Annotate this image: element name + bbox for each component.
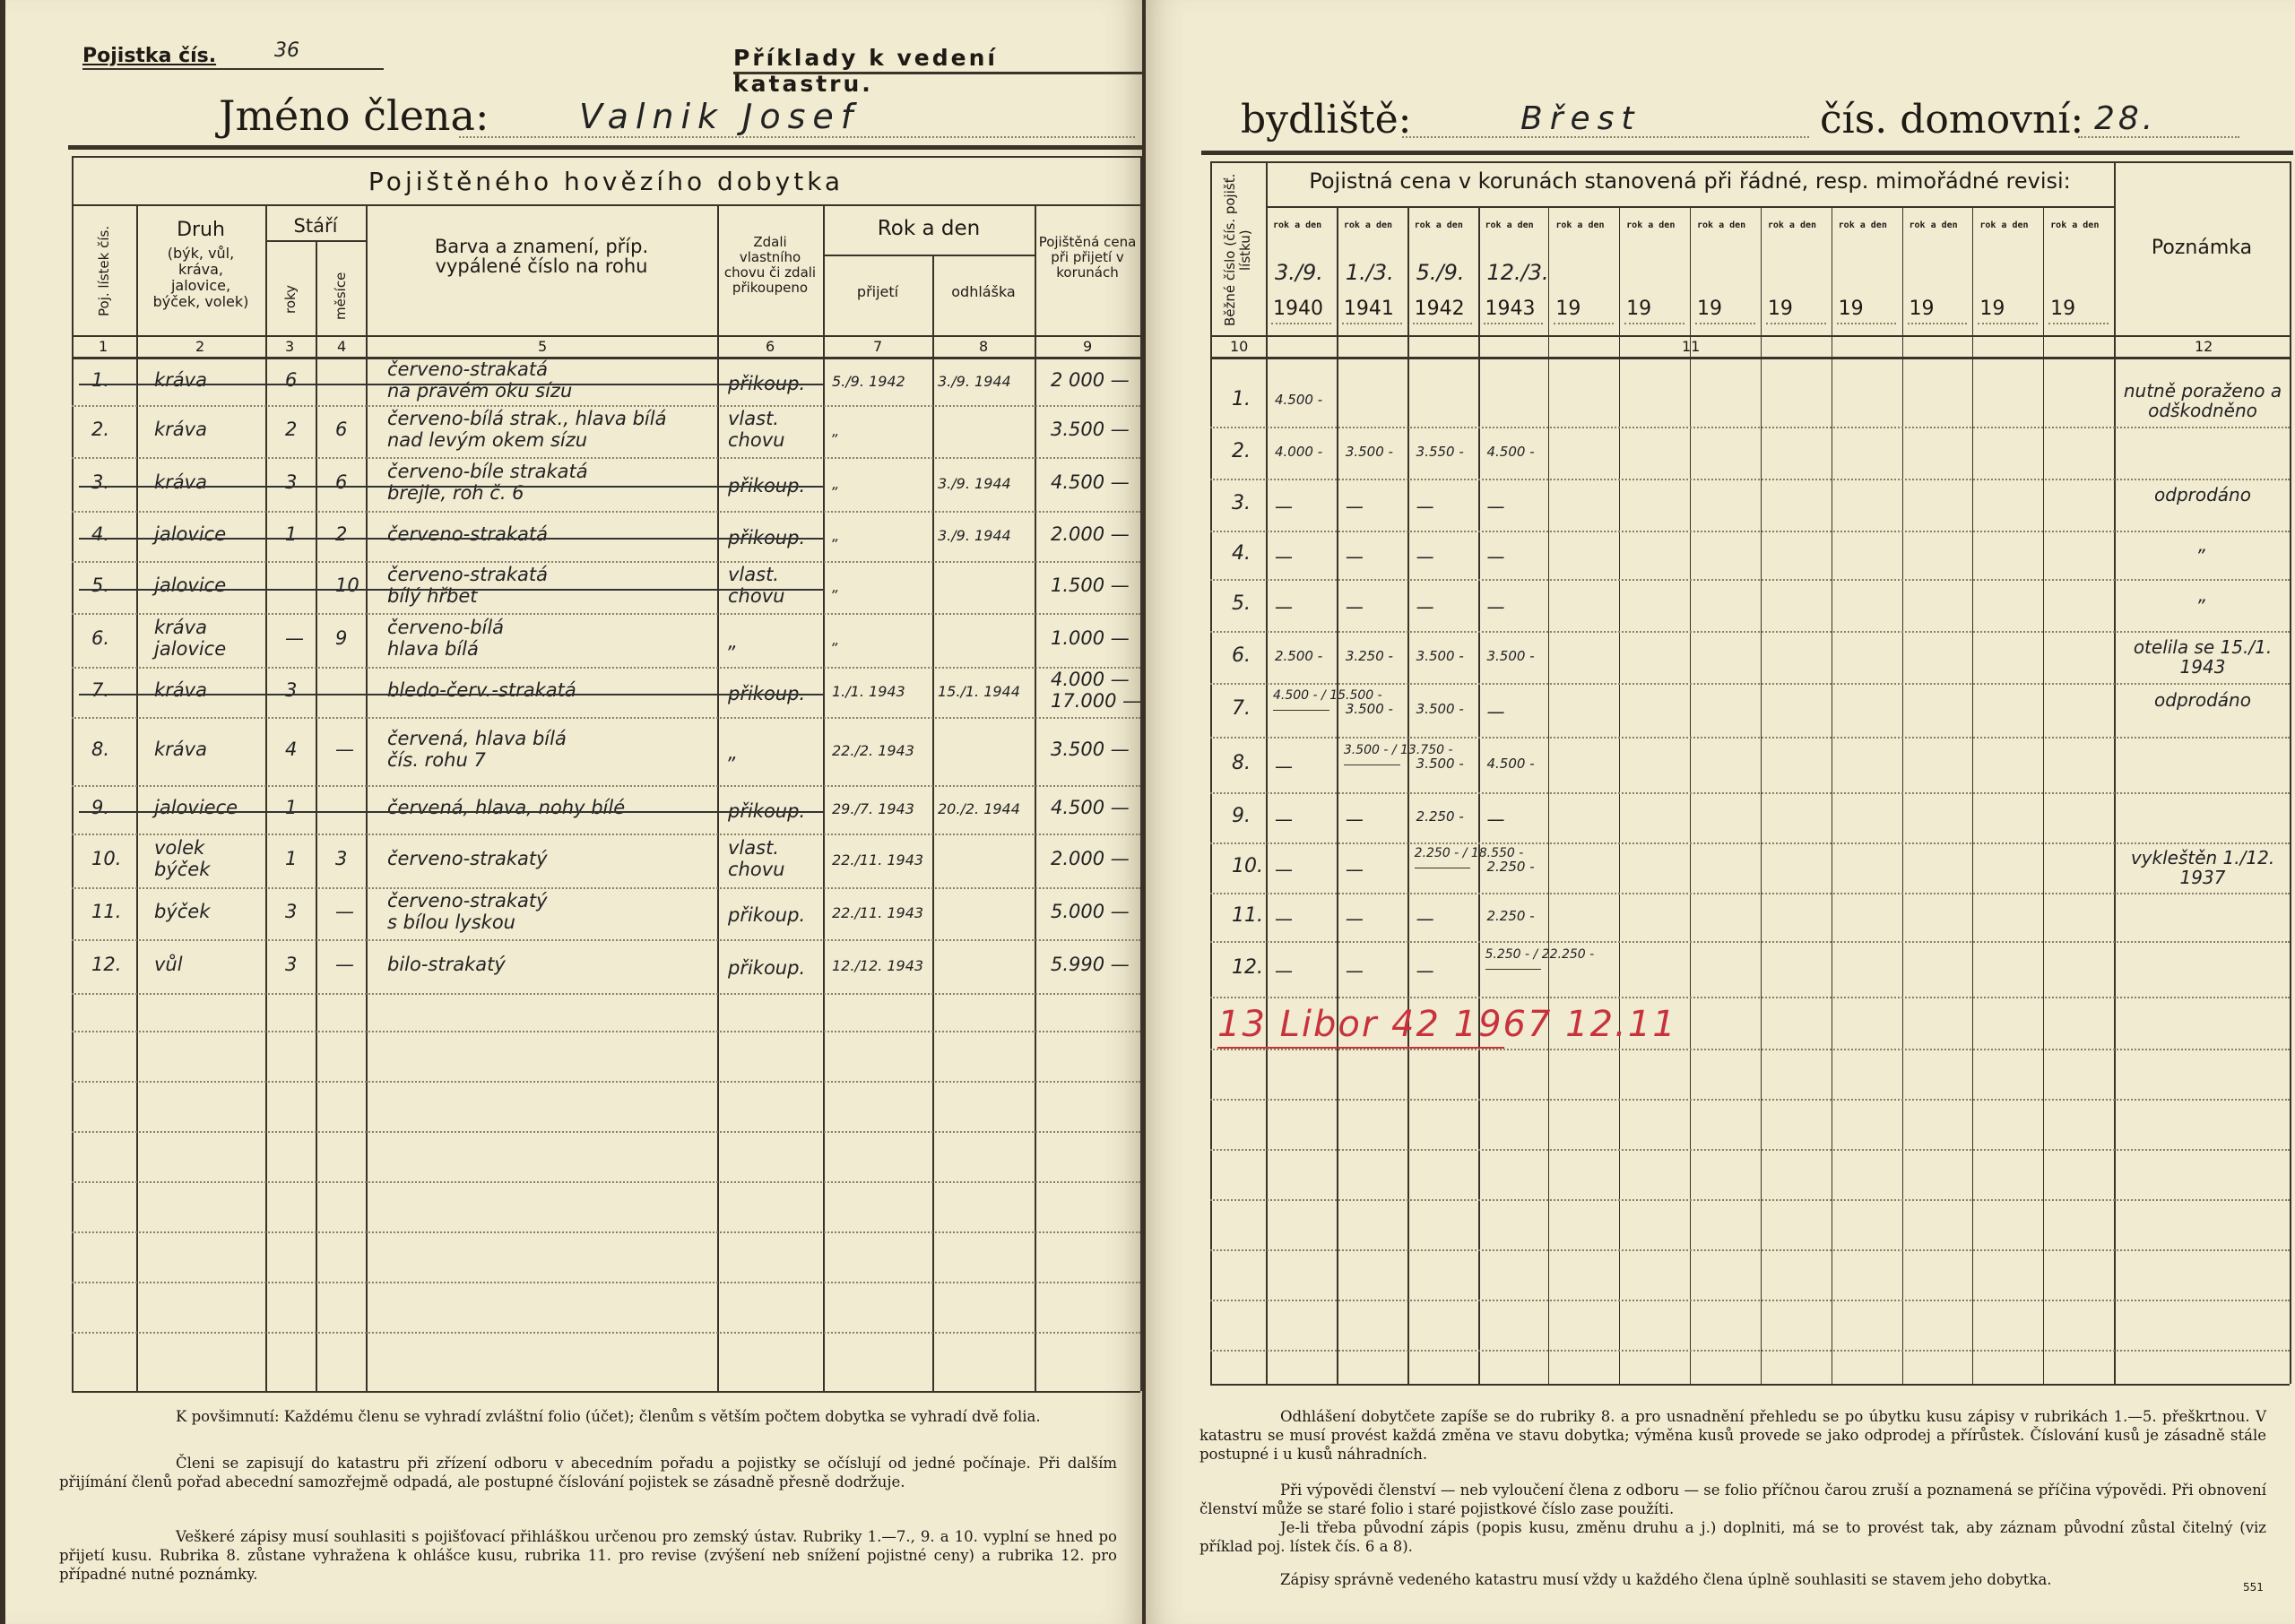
cell-druh: jaloviece xyxy=(154,797,238,818)
colnum-3: 3 xyxy=(285,338,295,355)
red-pencil-note: 13 Libor 42 1967 12.11 xyxy=(1217,1004,1677,1045)
rok-a-den-label: rok a den xyxy=(1626,220,1676,230)
row-note: nutně poraženo a odškodněno xyxy=(2123,380,2282,421)
cell-druh2: jalovice xyxy=(154,638,227,660)
bydliste-value: Břest xyxy=(1520,100,1641,137)
cell-odhlaska: 3./9. 1944 xyxy=(938,475,1011,492)
cell-puvod1: přikoup. xyxy=(728,683,806,704)
row-number: 1. xyxy=(1232,388,1251,410)
rok-a-den-label: rok a den xyxy=(1979,220,2029,230)
cell-roky: 3 xyxy=(285,954,298,975)
cell-mesice: 6 xyxy=(335,419,348,440)
revision-value: — xyxy=(1486,546,1505,567)
header-druh: Druh xyxy=(177,219,225,241)
rev-year: 19 xyxy=(1979,298,2005,320)
left-note-1: K povšimnutí: Každému členu se vyhradí zvláštní folio (účet); členům s větším počtem dobytka se vyhradí dvě folia. xyxy=(176,1408,1041,1425)
revision-value: 4.500 - / 15.500 - xyxy=(1273,688,1382,703)
row-number: 4. xyxy=(1232,542,1251,565)
colnum-8: 8 xyxy=(979,338,989,355)
rok-a-den-label: rok a den xyxy=(1697,220,1746,230)
cell-cena1: 3.500 — xyxy=(1051,739,1130,760)
cell-mesice: 3 xyxy=(335,848,348,869)
cell-barva2: hlava bílá xyxy=(387,638,479,660)
cell-cena1: 5.000 — xyxy=(1051,901,1130,922)
domovni-value: 28. xyxy=(2094,100,2157,137)
page-number: 551 xyxy=(2243,1581,2264,1594)
cell-roky: — xyxy=(285,627,304,649)
revision-value: — xyxy=(1345,960,1364,981)
cell-druh: vůl xyxy=(154,954,183,975)
cell-no: 2. xyxy=(91,419,110,440)
header-rok-den: Rok a den xyxy=(877,217,981,240)
cell-cena1: 1.500 — xyxy=(1051,574,1130,596)
cell-prijeti: 22./2. 1943 xyxy=(832,742,914,759)
cell-roky: 2 xyxy=(285,419,298,440)
row-number: 6. xyxy=(1232,644,1251,667)
rok-a-den-label: rok a den xyxy=(1838,220,1887,230)
cell-barva1: červeno-bílá xyxy=(387,617,505,638)
revision-value: 2.250 - xyxy=(1486,859,1535,875)
revision-value: 3.250 - xyxy=(1345,648,1393,664)
revision-value: 2.250 - xyxy=(1416,808,1464,825)
cell-mesice: 9 xyxy=(335,627,348,649)
cell-no: 10. xyxy=(91,848,122,869)
cell-cena1: 3.500 — xyxy=(1051,419,1130,440)
right-note-2: Při výpovědi členství — neb vyloučení člena z odboru — se folio příčnou čarou zruší a poznamená se příčina výpovědi. Při obnovení členství může se staré folio i staré pojistkové číslo zase použíti. xyxy=(1199,1481,2266,1517)
cell-barva1: bilo-strakatý xyxy=(387,954,506,975)
domovni-label: čís. domovní: xyxy=(1820,97,2084,143)
cell-puvod2: chovu xyxy=(728,859,785,880)
rev-year: 19 xyxy=(1767,298,1793,320)
revision-value: 3.500 - xyxy=(1416,756,1464,772)
row-number: 10. xyxy=(1232,855,1263,877)
header-stari: Stáří xyxy=(293,215,338,237)
revision-value: 2.250 - xyxy=(1486,908,1535,924)
cell-no: 1. xyxy=(91,369,110,391)
cell-barva1: červeno-strakatý xyxy=(387,890,548,911)
row-number: 3. xyxy=(1232,492,1251,514)
revision-value: — xyxy=(1275,908,1293,929)
revision-value: — xyxy=(1275,496,1293,517)
row-note: vykleštěn 1./12. 1937 xyxy=(2130,847,2275,888)
cell-prijeti: „ xyxy=(832,422,840,439)
pojistka-value: 36 xyxy=(274,39,299,62)
cell-barva1: červeno-strakatá xyxy=(387,358,548,380)
cell-prijeti: 1./1. 1943 xyxy=(832,683,905,700)
cell-barva1: červeno-bíle strakatá xyxy=(387,461,588,482)
rev-year: 1940 xyxy=(1273,298,1323,320)
colnum-2: 2 xyxy=(195,338,205,355)
cell-druh: volek xyxy=(154,837,205,859)
row-number: 9. xyxy=(1232,805,1251,827)
cell-cena1: 4.500 — xyxy=(1051,471,1130,493)
revision-value: — xyxy=(1275,859,1293,880)
cell-puvod2: chovu xyxy=(728,429,785,451)
cell-prijeti: 5./9. 1942 xyxy=(832,373,905,390)
cell-cena1: 2 000 — xyxy=(1051,369,1130,391)
header-barva: Barva a znamení, příp. vypálené číslo na rohu xyxy=(434,236,649,277)
cell-puvod1: přikoup. xyxy=(728,475,806,497)
revision-value: 3.500 - xyxy=(1416,701,1464,717)
revision-value: 4.500 - xyxy=(1486,444,1535,460)
rok-a-den-label: rok a den xyxy=(1273,220,1322,230)
cell-prijeti: „ xyxy=(832,475,840,492)
cell-barva2: nad levým okem sízu xyxy=(387,429,588,451)
left-page xyxy=(5,0,1142,1624)
cell-no: 11. xyxy=(91,901,122,922)
revision-value: — xyxy=(1486,808,1505,830)
cell-druh: kráva xyxy=(154,679,207,701)
cell-prijeti: 29./7. 1943 xyxy=(832,800,914,817)
cell-roky: 3 xyxy=(285,679,298,701)
cell-druh: kráva xyxy=(154,617,207,638)
row-number: 5. xyxy=(1232,592,1251,615)
rev-year: 19 xyxy=(1838,298,1864,320)
row-number: 11. xyxy=(1232,904,1263,927)
cell-no: 4. xyxy=(91,523,110,545)
row-number: 2. xyxy=(1232,440,1251,462)
cell-puvod1: „ xyxy=(728,742,738,764)
cell-no: 8. xyxy=(91,739,110,760)
revision-value: — xyxy=(1275,546,1293,567)
cell-prijeti: „ xyxy=(832,527,840,544)
revision-value: — xyxy=(1345,496,1364,517)
rok-a-den-label: rok a den xyxy=(1909,220,1958,230)
header-mesice: měsíce xyxy=(333,272,349,320)
cell-druh: jalovice xyxy=(154,574,227,596)
rev-year: 19 xyxy=(1626,298,1652,320)
cell-roky: 1 xyxy=(285,523,298,545)
cell-roky: 1 xyxy=(285,848,298,869)
cell-puvod1: přikoup. xyxy=(728,373,806,394)
rok-a-den-label: rok a den xyxy=(1485,220,1534,230)
rok-a-den-label: rok a den xyxy=(1767,220,1817,230)
member-value: Valnik Josef xyxy=(579,97,861,136)
row-note: „ xyxy=(2197,584,2208,606)
top-title: Příklady k vedení katastru. xyxy=(733,45,998,97)
cell-no: 3. xyxy=(91,471,110,493)
cell-druh2: býček xyxy=(154,859,211,880)
colnum-10: 10 xyxy=(1230,338,1249,355)
cell-odhlaska: 3./9. 1944 xyxy=(938,373,1011,390)
revision-value: — xyxy=(1416,496,1434,517)
row-number: 12. xyxy=(1232,956,1263,979)
rev-date: 1./3. xyxy=(1345,260,1394,285)
rev-date: 12./3. xyxy=(1486,260,1549,285)
cell-puvod1: přikoup. xyxy=(728,904,806,926)
cell-barva1: bledo-červ.-strakatá xyxy=(387,679,576,701)
rok-a-den-label: rok a den xyxy=(1343,220,1393,230)
revision-value: — xyxy=(1345,546,1364,567)
cell-roky: 4 xyxy=(285,739,298,760)
header-prijeti: přijetí xyxy=(856,283,899,300)
right-note-1: Odhlášení dobytčete zapíše se do rubriky 8. a pro usnadnění přehledu se po úbytku kusu zápisy v rubrikách 1.—5. přeškrtnou. V katastru se musí provést každá změna ve stavu dobytka; výměna kusů provede se jako odprodej a přírůstek. Číslování kusů je zásadně stále postupné i u kusů náhradních. xyxy=(1199,1408,2266,1463)
colnum-9: 9 xyxy=(1083,338,1093,355)
cell-prijeti: „ xyxy=(832,631,840,648)
cell-druh: kráva xyxy=(154,369,207,391)
revision-value: 3.500 - xyxy=(1416,648,1464,664)
row-number: 8. xyxy=(1232,752,1251,774)
cell-no: 7. xyxy=(91,679,110,701)
cell-barva2: s bílou lyskou xyxy=(387,911,515,933)
cell-odhlaska: 20./2. 1944 xyxy=(938,800,1020,817)
cell-mesice: — xyxy=(335,954,354,975)
rok-a-den-label: rok a den xyxy=(2050,220,2100,230)
rev-year: 1941 xyxy=(1343,298,1394,320)
cell-prijeti: 22./11. 1943 xyxy=(832,904,924,921)
revision-value: 3.500 - xyxy=(1486,648,1535,664)
revision-value: 4.000 - xyxy=(1275,444,1323,460)
cell-mesice: 6 xyxy=(335,471,348,493)
revision-value: 3.500 - xyxy=(1345,444,1393,460)
revision-value: 3.500 - / 13.750 - xyxy=(1343,743,1453,757)
revision-value: — xyxy=(1275,756,1293,777)
section-title: Pojištěného hovězího dobytka xyxy=(368,167,844,196)
cell-roky: 6 xyxy=(285,369,298,391)
colnum-11: 11 xyxy=(1682,338,1701,355)
revision-value: — xyxy=(1486,701,1505,722)
cell-barva1: červená, hlava bílá xyxy=(387,728,567,749)
cell-cena1: 2.000 — xyxy=(1051,848,1130,869)
cell-puvod1: „ xyxy=(728,631,738,652)
pojistka-label: Pojistka čís. xyxy=(82,45,217,67)
cell-puvod1: vlast. xyxy=(728,837,779,859)
revision-value: — xyxy=(1345,808,1364,830)
row-note: odprodáno xyxy=(2154,689,2251,711)
colnum-12: 12 xyxy=(2195,338,2213,355)
cell-no: 5. xyxy=(91,574,110,596)
cell-puvod1: vlast. xyxy=(728,408,779,429)
revision-value: — xyxy=(1345,596,1364,618)
header-odhlaska: odhláška xyxy=(951,283,1016,300)
revision-value: — xyxy=(1486,496,1505,517)
cell-puvod1: vlast. xyxy=(728,564,779,585)
cell-barva2: brejle, roh č. 6 xyxy=(387,482,524,504)
rev-year: 19 xyxy=(2050,298,2076,320)
revision-value: — xyxy=(1345,859,1364,880)
row-note: otelila se 15./1. 1943 xyxy=(2133,636,2273,678)
cell-druh: býček xyxy=(154,901,211,922)
header-cena: Pojištěná cena při přijetí v korunách xyxy=(1038,234,1137,281)
cell-cena2: 17.000 — xyxy=(1051,690,1142,712)
cell-barva1: červeno-strakatá xyxy=(387,523,548,545)
colnum-1: 1 xyxy=(99,338,108,355)
cell-prijeti: „ xyxy=(832,578,840,595)
left-note-2: Členi se zapisují do katastru při zřízení odboru v abecedním pořadu a pojistky se očíslují od jedné počínaje. Při dalším přijímání členů pořad abecední samozřejmě odpadá, ale postupné číslování pojistek se zásadně přesně dodržuje. xyxy=(59,1455,1117,1490)
cell-cena1: 2.000 — xyxy=(1051,523,1130,545)
cell-prijeti: 22./11. 1943 xyxy=(832,851,924,868)
cell-puvod2: chovu xyxy=(728,585,785,607)
cell-barva1: červeno-strakatá xyxy=(387,564,548,585)
cell-no: 6. xyxy=(91,627,110,649)
revision-value: — xyxy=(1275,960,1293,981)
cell-barva1: červeno-bílá strak., hlava bílá xyxy=(387,408,667,429)
cell-barva2: čís. rohu 7 xyxy=(387,749,486,771)
cell-druh: kráva xyxy=(154,419,207,440)
cell-roky: 3 xyxy=(285,471,298,493)
revision-value: — xyxy=(1275,596,1293,618)
bydliste-label: bydliště: xyxy=(1241,97,1412,143)
cell-no: 9. xyxy=(91,797,110,818)
rev-year: 1943 xyxy=(1485,298,1536,320)
colnum-7: 7 xyxy=(873,338,883,355)
revision-value: 4.500 - xyxy=(1275,392,1323,408)
colnum-5: 5 xyxy=(538,338,548,355)
right-page xyxy=(1146,0,2295,1624)
cell-barva2: na pravém oku sízu xyxy=(387,380,573,402)
header-druh-sub: (býk, vůl, kráva, jalovice, býček, volek) xyxy=(152,245,249,310)
cell-barva1: červeno-strakatý xyxy=(387,848,548,869)
revision-value: — xyxy=(1416,908,1434,929)
header-bezne-cislo: Běžné číslo (čís. pojišť. lístku) xyxy=(1222,173,1253,327)
cell-cena1: 5.990 — xyxy=(1051,954,1130,975)
cell-roky: 3 xyxy=(285,901,298,922)
cell-druh: jalovice xyxy=(154,523,227,545)
cell-cena1: 4.500 — xyxy=(1051,797,1130,818)
left-note-3: Veškeré zápisy musí souhlasiti s pojišťovací přihláškou určenou pro zemský ústav. Rubriky 1.—7., 9. a 10. vyplní se hned po přijetí kusu. Rubrika 8. zůstane vyhražena k ohlášce kusu, rubrika 11. pro revise (zvýšení neb snížení pojistné ceny) a rubrika 12. pro případné nutné poznámky. xyxy=(59,1528,1117,1583)
cell-cena1: 1.000 — xyxy=(1051,627,1130,649)
cell-barva1: červená, hlava, nohy bílé xyxy=(387,797,626,818)
cell-odhlaska: 15./1. 1944 xyxy=(938,683,1020,700)
revision-value: 5.250 - / 22.250 - xyxy=(1485,947,1595,962)
right-note-4: Zápisy správně vedeného katastru musí vždy u každého člena úplně souhlasiti se stavem jeho dobytka. xyxy=(1280,1571,2052,1588)
rev-year: 1942 xyxy=(1414,298,1465,320)
cell-no: 12. xyxy=(91,954,122,975)
cell-mesice: — xyxy=(335,901,354,922)
revision-value: 2.500 - xyxy=(1275,648,1323,664)
right-note-3: Je-li třeba původní zápis (popis kusu, změnu druhu a j.) doplniti, má se to provést tak, aby záznam původní zůstal čitelný (viz příklad poj. lístek čís. 6 a 8). xyxy=(1199,1519,2266,1555)
revision-value: — xyxy=(1486,596,1505,618)
rev-year: 19 xyxy=(1697,298,1722,320)
cell-druh: kráva xyxy=(154,739,207,760)
row-number: 7. xyxy=(1232,697,1251,720)
header-roky: roky xyxy=(282,284,299,315)
rok-a-den-label: rok a den xyxy=(1414,220,1463,230)
cell-mesice: 10 xyxy=(335,574,359,596)
rev-date: 3./9. xyxy=(1275,260,1323,285)
header-price-title: Pojistná cena v korunách stanovená při řádné, resp. mimořádné revisi: xyxy=(1309,168,2071,194)
cell-druh: kráva xyxy=(154,471,207,493)
rok-a-den-label: rok a den xyxy=(1555,220,1605,230)
revision-value: — xyxy=(1416,960,1434,981)
revision-value: 3.550 - xyxy=(1416,444,1464,460)
cell-puvod1: přikoup. xyxy=(728,957,806,979)
cell-prijeti: 12./12. 1943 xyxy=(832,957,924,974)
revision-value: — xyxy=(1275,808,1293,830)
revision-value: — xyxy=(1416,546,1434,567)
member-label: Jméno člena: xyxy=(219,91,489,140)
row-note: „ xyxy=(2197,534,2208,556)
colnum-6: 6 xyxy=(766,338,775,355)
cell-mesice: — xyxy=(335,739,354,760)
cell-cena1: 4.000 — xyxy=(1051,669,1130,690)
cell-puvod1: přikoup. xyxy=(728,800,806,822)
header-puvod: Zdali vlastního chovu či zdali přikoupeno xyxy=(723,234,817,296)
revision-value: — xyxy=(1416,596,1434,618)
row-note: odprodáno xyxy=(2154,484,2251,505)
revision-value: 2.250 - / 18.550 - xyxy=(1414,846,1524,860)
cell-mesice: 2 xyxy=(335,523,348,545)
header-poj-listek: Poj. lístek čís. xyxy=(96,225,112,316)
cell-barva2: bílý hřbet xyxy=(387,585,478,607)
rev-year: 19 xyxy=(1555,298,1581,320)
header-poznamka: Poznámka xyxy=(2151,237,2253,259)
cell-puvod1: přikoup. xyxy=(728,527,806,549)
revision-value: — xyxy=(1345,908,1364,929)
rev-year: 19 xyxy=(1909,298,1935,320)
colnum-4: 4 xyxy=(337,338,347,355)
rev-date: 5./9. xyxy=(1416,260,1465,285)
revision-value: 3.500 - xyxy=(1345,701,1393,717)
cell-odhlaska: 3./9. 1944 xyxy=(938,527,1011,544)
cell-roky: 1 xyxy=(285,797,298,818)
revision-value: 4.500 - xyxy=(1486,756,1535,772)
